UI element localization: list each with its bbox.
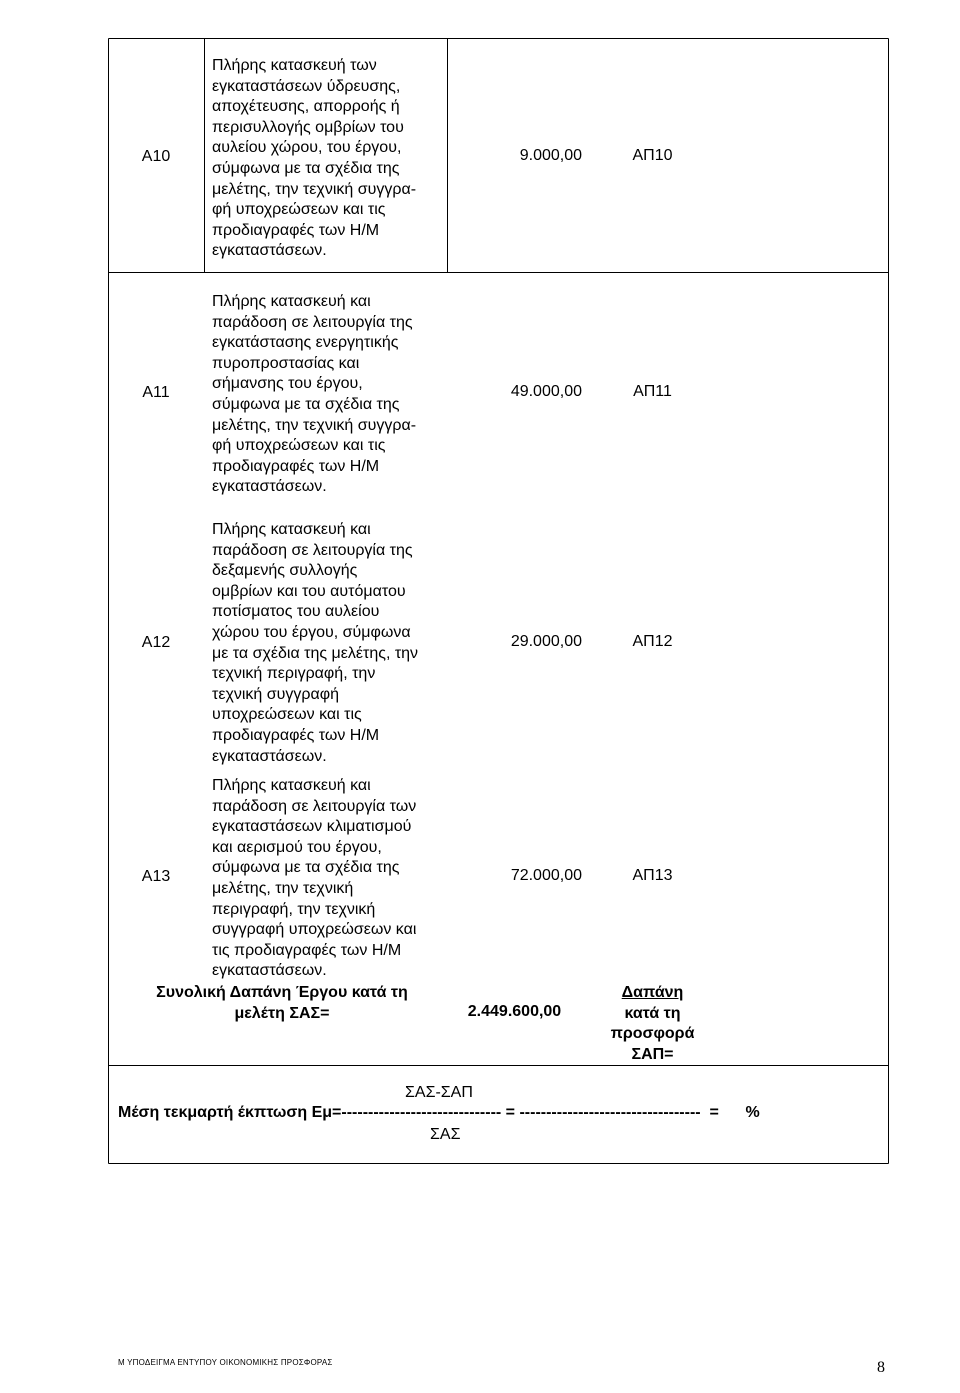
- total-label-line: μελέτη ΣΑΣ=: [234, 1004, 330, 1022]
- desc-line: χώρου του έργου, σύμφωνα: [212, 623, 411, 641]
- desc-line: υποχρεώσεων και τις: [212, 706, 362, 724]
- row-amount: 49.000,00: [510, 383, 582, 400]
- row-description: [212, 520, 444, 767]
- formula-main: Μέση τεκμαρτή έκπτωση Εμ=------------------------------ = ---------------------------------- = %: [118, 1104, 760, 1121]
- desc-line: μελέτης, την τεχνική συγγρα-: [212, 416, 417, 434]
- desc-line: αυλείου χώρου, του έργου,: [212, 139, 402, 157]
- desc-line: δεξαμενής συλλογής: [212, 562, 358, 580]
- desc-line: προδιαγραφές των Η/Μ: [212, 457, 380, 475]
- desc-line: περιγραφή, την τεχνική: [212, 900, 376, 918]
- desc-line: παράδοση σε λειτουργία των: [212, 797, 417, 815]
- row-code: Α12: [141, 634, 171, 651]
- desc-line: Πλήρης κατασκευή και: [212, 777, 371, 794]
- row-reference: ΑΠ13: [632, 867, 673, 884]
- row-reference: ΑΠ10: [632, 147, 673, 164]
- desc-line: εγκαταστάσεων.: [212, 962, 327, 980]
- row-description: [212, 292, 444, 498]
- row-code: Α13: [141, 868, 171, 885]
- total-amount: 2.449.600,00: [467, 1003, 562, 1020]
- desc-line: ποτίσματος του αυλείου: [212, 603, 380, 621]
- desc-line: και αερισμού του έργου,: [212, 838, 382, 856]
- row-code: Α11: [142, 384, 170, 401]
- offer-label-line: προσφορά: [610, 1025, 695, 1043]
- desc-line: αποχέτευσης, απορροής ή: [212, 98, 400, 116]
- page-number: 8: [877, 1359, 885, 1376]
- total-label-line: Συνολική Δαπάνη Έργου κατά τη: [156, 984, 408, 1001]
- desc-line: συγγραφή υποχρεώσεων και: [212, 921, 417, 939]
- desc-line: τεχνική συγγραφή: [212, 685, 339, 703]
- desc-line: Πλήρης κατασκευή και: [212, 521, 371, 538]
- desc-line: ομβρίων και του αυτόματου: [212, 582, 406, 600]
- desc-line: εγκαταστάσεων κλιματισμού: [212, 818, 412, 836]
- row-amount: 72.000,00: [510, 867, 582, 884]
- desc-line: προδιαγραφές των Η/Μ: [212, 221, 380, 239]
- desc-line: προδιαγραφές των Η/Μ: [212, 726, 380, 744]
- desc-line: εγκαταστάσεων ύδρευσης,: [212, 77, 401, 95]
- desc-line: σύμφωνα με τα σχέδια της: [212, 395, 400, 413]
- desc-line: φή υποχρεώσεων και τις: [212, 437, 386, 455]
- row-description: [212, 56, 444, 262]
- row-description: [212, 776, 444, 982]
- desc-line: σήμανσης του έργου,: [212, 375, 363, 393]
- offer-label: [585, 983, 720, 1065]
- desc-line: με τα σχέδια της μελέτης, την: [212, 644, 419, 662]
- offer-label-line: Δαπάνη: [621, 984, 684, 1001]
- desc-line: μελέτης, την τεχνική: [212, 879, 354, 897]
- desc-line: εγκαταστάσεων.: [212, 747, 327, 765]
- row-reference: ΑΠ11: [633, 383, 672, 400]
- desc-line: σύμφωνα με τα σχέδια της: [212, 859, 400, 877]
- offer-label-line: κατά τη: [624, 1004, 681, 1022]
- row-amount: 29.000,00: [510, 633, 582, 650]
- desc-line: φή υποχρεώσεων και τις: [212, 201, 386, 219]
- desc-line: εγκαταστάσεων.: [212, 478, 327, 496]
- formula-denominator: ΣΑΣ: [430, 1126, 461, 1143]
- desc-line: τεχνική περιγραφή, την: [212, 665, 376, 683]
- row-code: Α10: [141, 148, 171, 165]
- desc-line: πυροπροστασίας και: [212, 354, 360, 372]
- desc-line: Πλήρης κατασκευή των: [212, 57, 377, 74]
- formula-numerator: ΣΑΣ-ΣΑΠ: [405, 1084, 473, 1101]
- desc-line: εγκατάστασης ενεργητικής: [212, 334, 399, 352]
- desc-line: παράδοση σε λειτουργία της: [212, 541, 413, 559]
- desc-line: σύμφωνα με τα σχέδια της: [212, 159, 400, 177]
- row-amount: 9.000,00: [519, 147, 582, 164]
- desc-line: παράδοση σε λειτουργία της: [212, 313, 413, 331]
- desc-line: εγκαταστάσεων.: [212, 242, 327, 260]
- desc-line: μελέτης, την τεχνική συγγρα-: [212, 180, 417, 198]
- desc-line: περισυλλογής ομβρίων του: [212, 118, 404, 136]
- footer-title: Μ ΥΠΟΔΕΙΓΜΑ ΕΝΤΥΠΟΥ ΟΙΚΟΝΟΜΙΚΗΣ ΠΡΟΣΦΟΡΑΣ: [118, 1358, 333, 1367]
- desc-line: Πλήρης κατασκευή και: [212, 293, 371, 310]
- desc-line: τις προδιαγραφές των Η/Μ: [212, 941, 402, 959]
- row-reference: ΑΠ12: [632, 633, 673, 650]
- offer-label-line: ΣΑΠ=: [631, 1045, 674, 1063]
- total-label: [132, 983, 432, 1024]
